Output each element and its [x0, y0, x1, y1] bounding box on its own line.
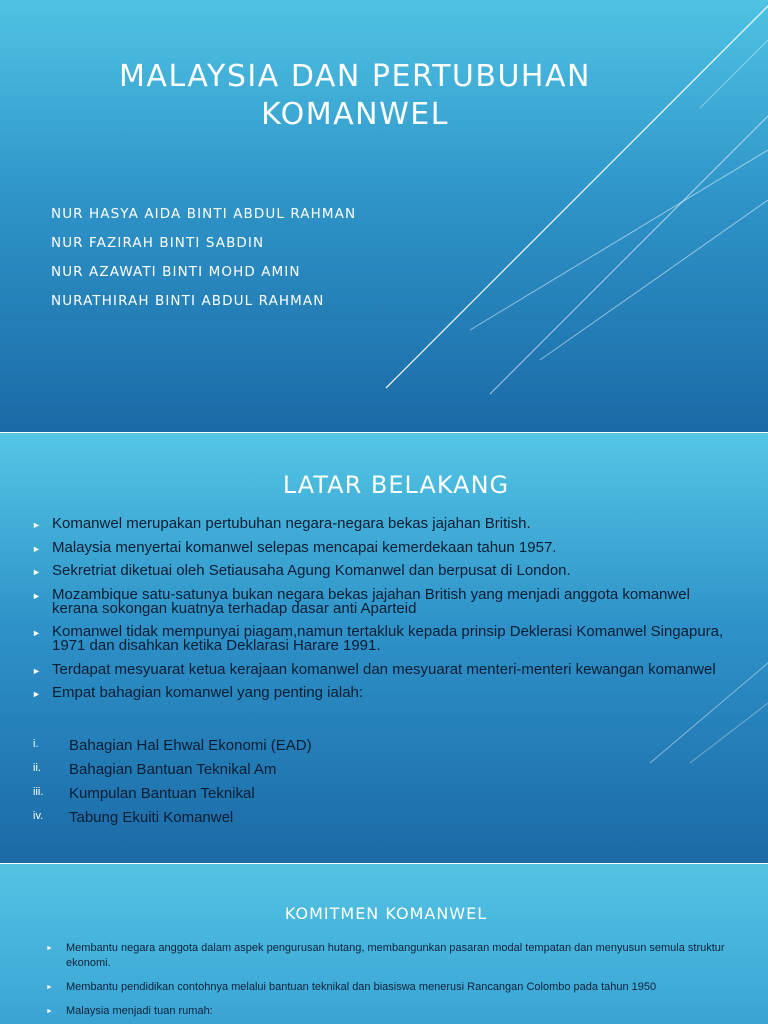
bullet-text: Malaysia menyertai komanwel selepas mencapai kemerdekaan tahun 1957.	[52, 538, 557, 556]
bullet-item	[32, 517, 732, 531]
roman-numeral: i.	[33, 738, 39, 750]
bullet-item	[32, 660, 732, 678]
triangle-right-icon: ►	[32, 590, 41, 601]
bullet-list	[32, 517, 732, 710]
bullet-text: Komanwel tidak mempunyai piagam,namun tertakluk kepada prinsip Deklerasi Komanwel Singapura, 1971 dan disahkan ketika Deklarasi Harare 1991.	[52, 623, 724, 654]
bullet-item	[32, 538, 732, 556]
bullet-text: Malaysia menjadi tuan rumah:	[66, 1005, 213, 1017]
commitment-slide	[0, 864, 768, 1024]
subitem-text: Tabung Ekuiti Komanwel	[69, 809, 234, 826]
author-name: NUR FAZIRAH BINTI SABDIN	[51, 235, 265, 251]
triangle-right-icon: ►	[32, 567, 41, 577]
decorative-line	[490, 116, 768, 394]
bullet-text: Mozambique satu-satunya bukan negara bekas jajahan British yang menjadi anggota komanwel kerana sokongan kuatnya terhadap dasar anti Aparteid	[52, 585, 690, 617]
triangle-right-icon: ►	[32, 665, 41, 676]
bullet-text: Sekretriat diketuai oleh Setiausaha Agung Komanwel dan berpusat di London.	[52, 562, 571, 579]
bullet-text: Terdapat mesyuarat ketua kerajaan komanwel dan mesyuarat menteri-menteri kewangan komanwel	[52, 660, 716, 678]
roman-numeral: iv.	[33, 810, 44, 822]
decorative-line	[540, 200, 768, 360]
decorative-line	[690, 703, 768, 763]
triangle-right-icon: ►	[32, 520, 41, 530]
triangle-right-icon: ►	[32, 628, 41, 638]
bullet-item	[46, 941, 736, 971]
background-slide	[0, 433, 768, 863]
decorative-line	[700, 40, 768, 108]
subitem-text: Bahagian Hal Ehwal Ekonomi (EAD)	[69, 737, 312, 754]
roman-numeral: ii.	[33, 762, 41, 774]
author-name: NUR AZAWATI BINTI MOHD AMIN	[51, 264, 301, 280]
subitem-text: Kumpulan Bantuan Teknikal	[69, 785, 255, 802]
author-name: NUR HASYA AIDA BINTI ABDUL RAHMAN	[51, 206, 357, 222]
author-list	[51, 203, 356, 319]
triangle-right-icon: ►	[32, 689, 41, 699]
bullet-item	[32, 585, 732, 617]
bullet-item	[46, 980, 736, 995]
triangle-right-icon: ►	[46, 984, 53, 991]
roman-numeral: iii.	[33, 786, 44, 798]
slide-title: KOMITMEN KOMANWEL	[284, 904, 488, 923]
bullet-item	[32, 564, 732, 578]
bullet-text: Empat bahagian komanwel yang penting ialah:	[52, 684, 364, 701]
decorative-line	[470, 150, 768, 330]
bullet-text: Komanwel merupakan pertubuhan negara-negara bekas jajahan British.	[52, 515, 531, 532]
bullet-text: Membantu pendidikan contohnya melalui bantuan teknikal dan biasiswa menerusi Rancangan Colombo pada tahun 1950	[66, 981, 657, 993]
triangle-right-icon: ►	[46, 945, 53, 952]
bullet-text: Membantu negara anggota dalam aspek pengurusan hutang, membangunkan pasaran modal tempatan dan menyusun semula struktur ekonomi.	[66, 942, 725, 969]
bullet-item	[32, 686, 732, 700]
slide-title: MALAYSIA DAN PERTUBUHAN KOMANWEL	[119, 59, 591, 132]
bullet-list	[46, 941, 736, 1024]
title-slide	[0, 0, 768, 432]
slide-title: LATAR BELAKANG	[282, 471, 510, 499]
bullet-item	[32, 625, 732, 653]
subitem-text: Bahagian Bantuan Teknikal Am	[69, 761, 277, 778]
author-name: NURATHIRAH BINTI ABDUL RAHMAN	[51, 293, 325, 309]
triangle-right-icon: ►	[46, 1008, 53, 1015]
triangle-right-icon: ►	[32, 543, 41, 554]
bullet-item	[46, 1004, 736, 1019]
